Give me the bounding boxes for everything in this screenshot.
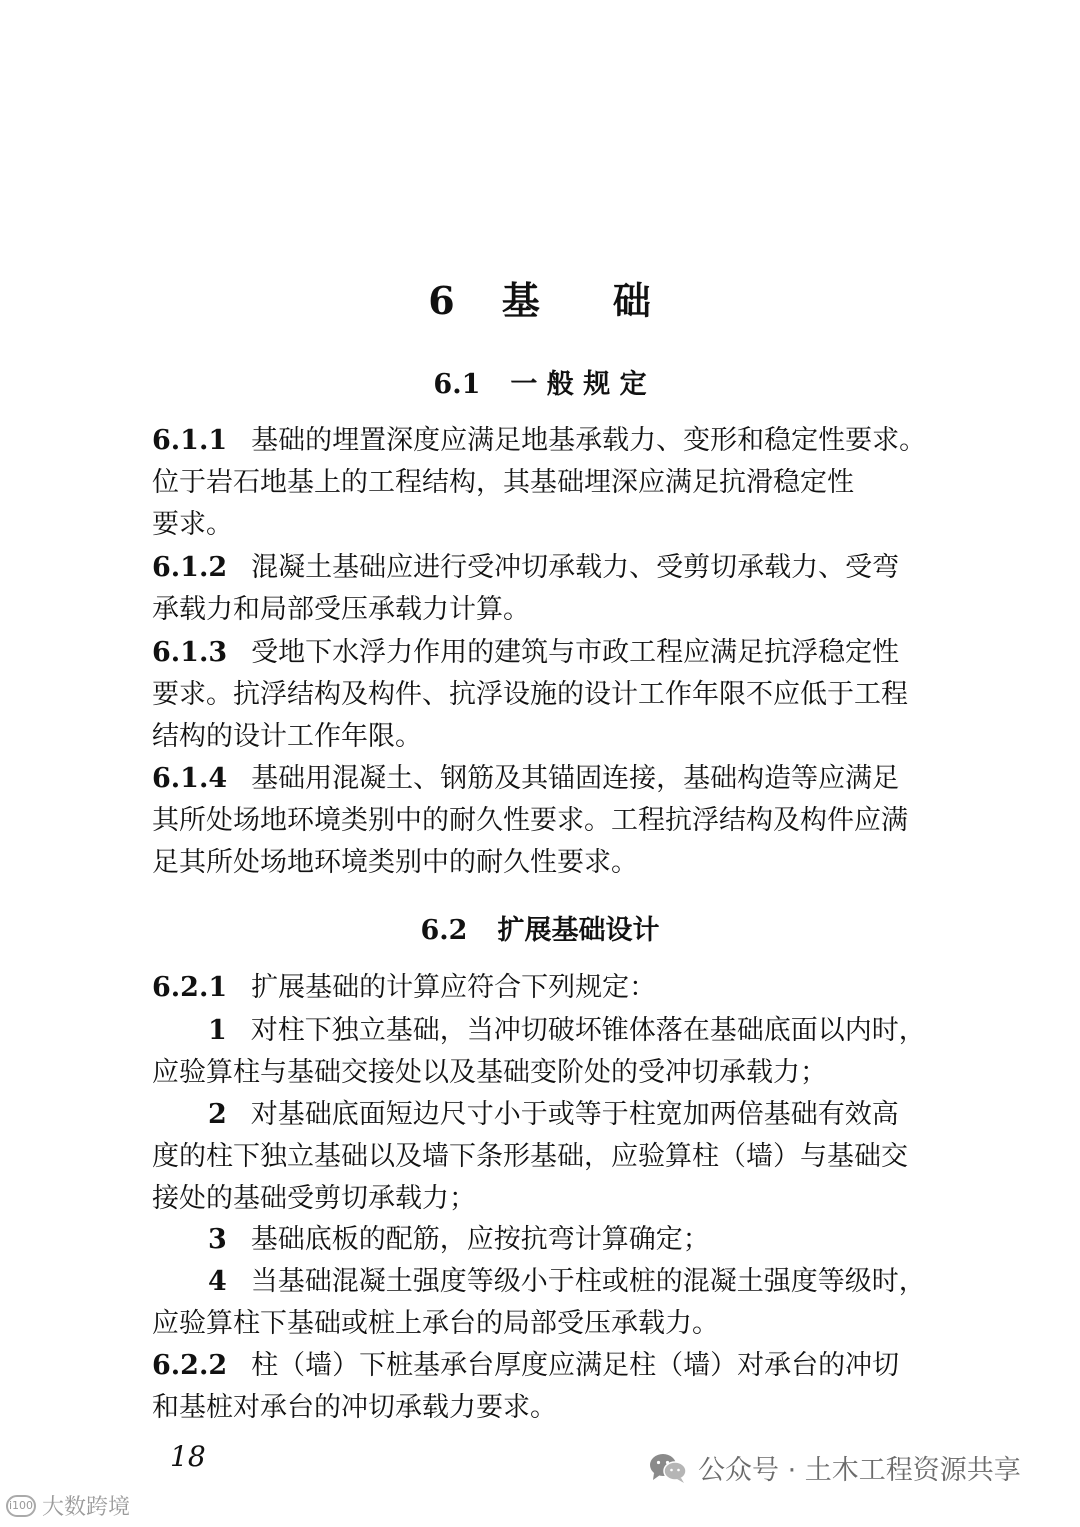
wechat-icon xyxy=(648,1451,688,1485)
clause-number: 6.1.4 xyxy=(152,763,228,794)
clause-number: 6.1.1 xyxy=(152,425,228,456)
section-title: 一 般 规 定 xyxy=(510,369,647,400)
clause-6-1-3 xyxy=(152,632,932,758)
section-title: 扩展基础设计 xyxy=(497,915,660,946)
item-line: 基础底板的配筋，应按抗弯计算确定； xyxy=(250,1224,710,1255)
clause-number: 6.2.1 xyxy=(152,972,228,1003)
item-number: 3 xyxy=(208,1224,227,1255)
clause-line: 混凝土基础应进行受冲切承载力、受剪切承载力、受弯 xyxy=(251,552,900,583)
item-number: 4 xyxy=(208,1266,227,1297)
clause-line: 结构的设计工作年限。 xyxy=(152,721,422,752)
item-line: 接处的基础受剪切承载力； xyxy=(152,1183,476,1214)
clause-line: 承载力和局部受压承载力计算。 xyxy=(152,594,530,625)
chapter-title-char-2: 础 xyxy=(612,278,652,323)
chapter-title xyxy=(0,270,1080,325)
list-item-4 xyxy=(152,1261,932,1345)
clause-6-1-2 xyxy=(152,547,932,631)
section-number: 6.2 xyxy=(420,915,468,946)
item-line: 应验算柱下基础或桩上承台的局部受压承载力。 xyxy=(152,1308,719,1339)
watermark-text: 公众号 · 土木工程资源共享 xyxy=(698,1455,1021,1486)
corner-watermark xyxy=(6,1490,130,1521)
clause-line: 扩展基础的计算应符合下列规定： xyxy=(251,972,657,1003)
section-heading-6-1 xyxy=(0,362,1080,401)
list-item-1 xyxy=(152,1010,932,1094)
item-number: 2 xyxy=(208,1099,227,1130)
clause-line: 柱（墙）下桩基承台厚度应满足柱（墙）对承台的冲切 xyxy=(251,1350,900,1381)
clause-line: 和基桩对承台的冲切承载力要求。 xyxy=(152,1392,557,1423)
clause-line: 要求。抗浮结构及构件、抗浮设施的设计工作年限不应低于工程 xyxy=(152,679,908,710)
clause-number: 6.2.2 xyxy=(152,1350,228,1381)
clause-line: 基础的埋置深度应满足地基承载力、变形和稳定性要求。 xyxy=(251,425,927,456)
clause-line: 其所处场地环境类别中的耐久性要求。工程抗浮结构及构件应满 xyxy=(152,805,908,836)
chapter-title-char-1: 基 xyxy=(501,278,541,323)
clause-line: 要求。 xyxy=(152,509,233,540)
watermark-left-text: 大数跨境 xyxy=(42,1495,131,1520)
item-line: 当基础混凝土强度等级小于柱或桩的混凝土强度等级时， xyxy=(250,1266,926,1297)
item-line: 对柱下独立基础，当冲切破坏锥体落在基础底面以内时， xyxy=(250,1015,926,1046)
clause-line: 位于岩石地基上的工程结构，其基础埋深应满足抗滑稳定性 xyxy=(152,467,854,498)
page-number: 18 xyxy=(170,1440,206,1473)
item-line: 度的柱下独立基础以及墙下条形基础，应验算柱（墙）与基础交 xyxy=(152,1141,908,1172)
item-number: 1 xyxy=(208,1015,227,1046)
item-line: 对基础底面短边尺寸小于或等于柱宽加两倍基础有效高 xyxy=(250,1099,899,1130)
list-item-2 xyxy=(152,1094,932,1220)
wechat-watermark xyxy=(648,1448,1021,1487)
clause-6-1-1 xyxy=(152,420,932,546)
clause-line: 受地下水浮力作用的建筑与市政工程应满足抗浮稳定性 xyxy=(251,637,900,668)
section-heading-6-2 xyxy=(0,908,1080,947)
clause-6-2-1 xyxy=(152,967,932,1009)
clause-line: 足其所处场地环境类别中的耐久性要求。 xyxy=(152,847,638,878)
list-item-3 xyxy=(152,1219,932,1261)
clause-6-2-2 xyxy=(152,1345,932,1429)
clause-line: 基础用混凝土、钢筋及其锚固连接，基础构造等应满足 xyxy=(251,763,900,794)
clause-6-1-4 xyxy=(152,758,932,884)
clause-number: 6.1.3 xyxy=(152,637,228,668)
clause-number: 6.1.2 xyxy=(152,552,228,583)
chapter-number: 6 xyxy=(428,278,456,323)
watermark-logo-icon: i100 xyxy=(6,1495,36,1517)
section-number: 6.1 xyxy=(433,369,481,400)
item-line: 应验算柱与基础交接处以及基础变阶处的受冲切承载力； xyxy=(152,1057,827,1088)
